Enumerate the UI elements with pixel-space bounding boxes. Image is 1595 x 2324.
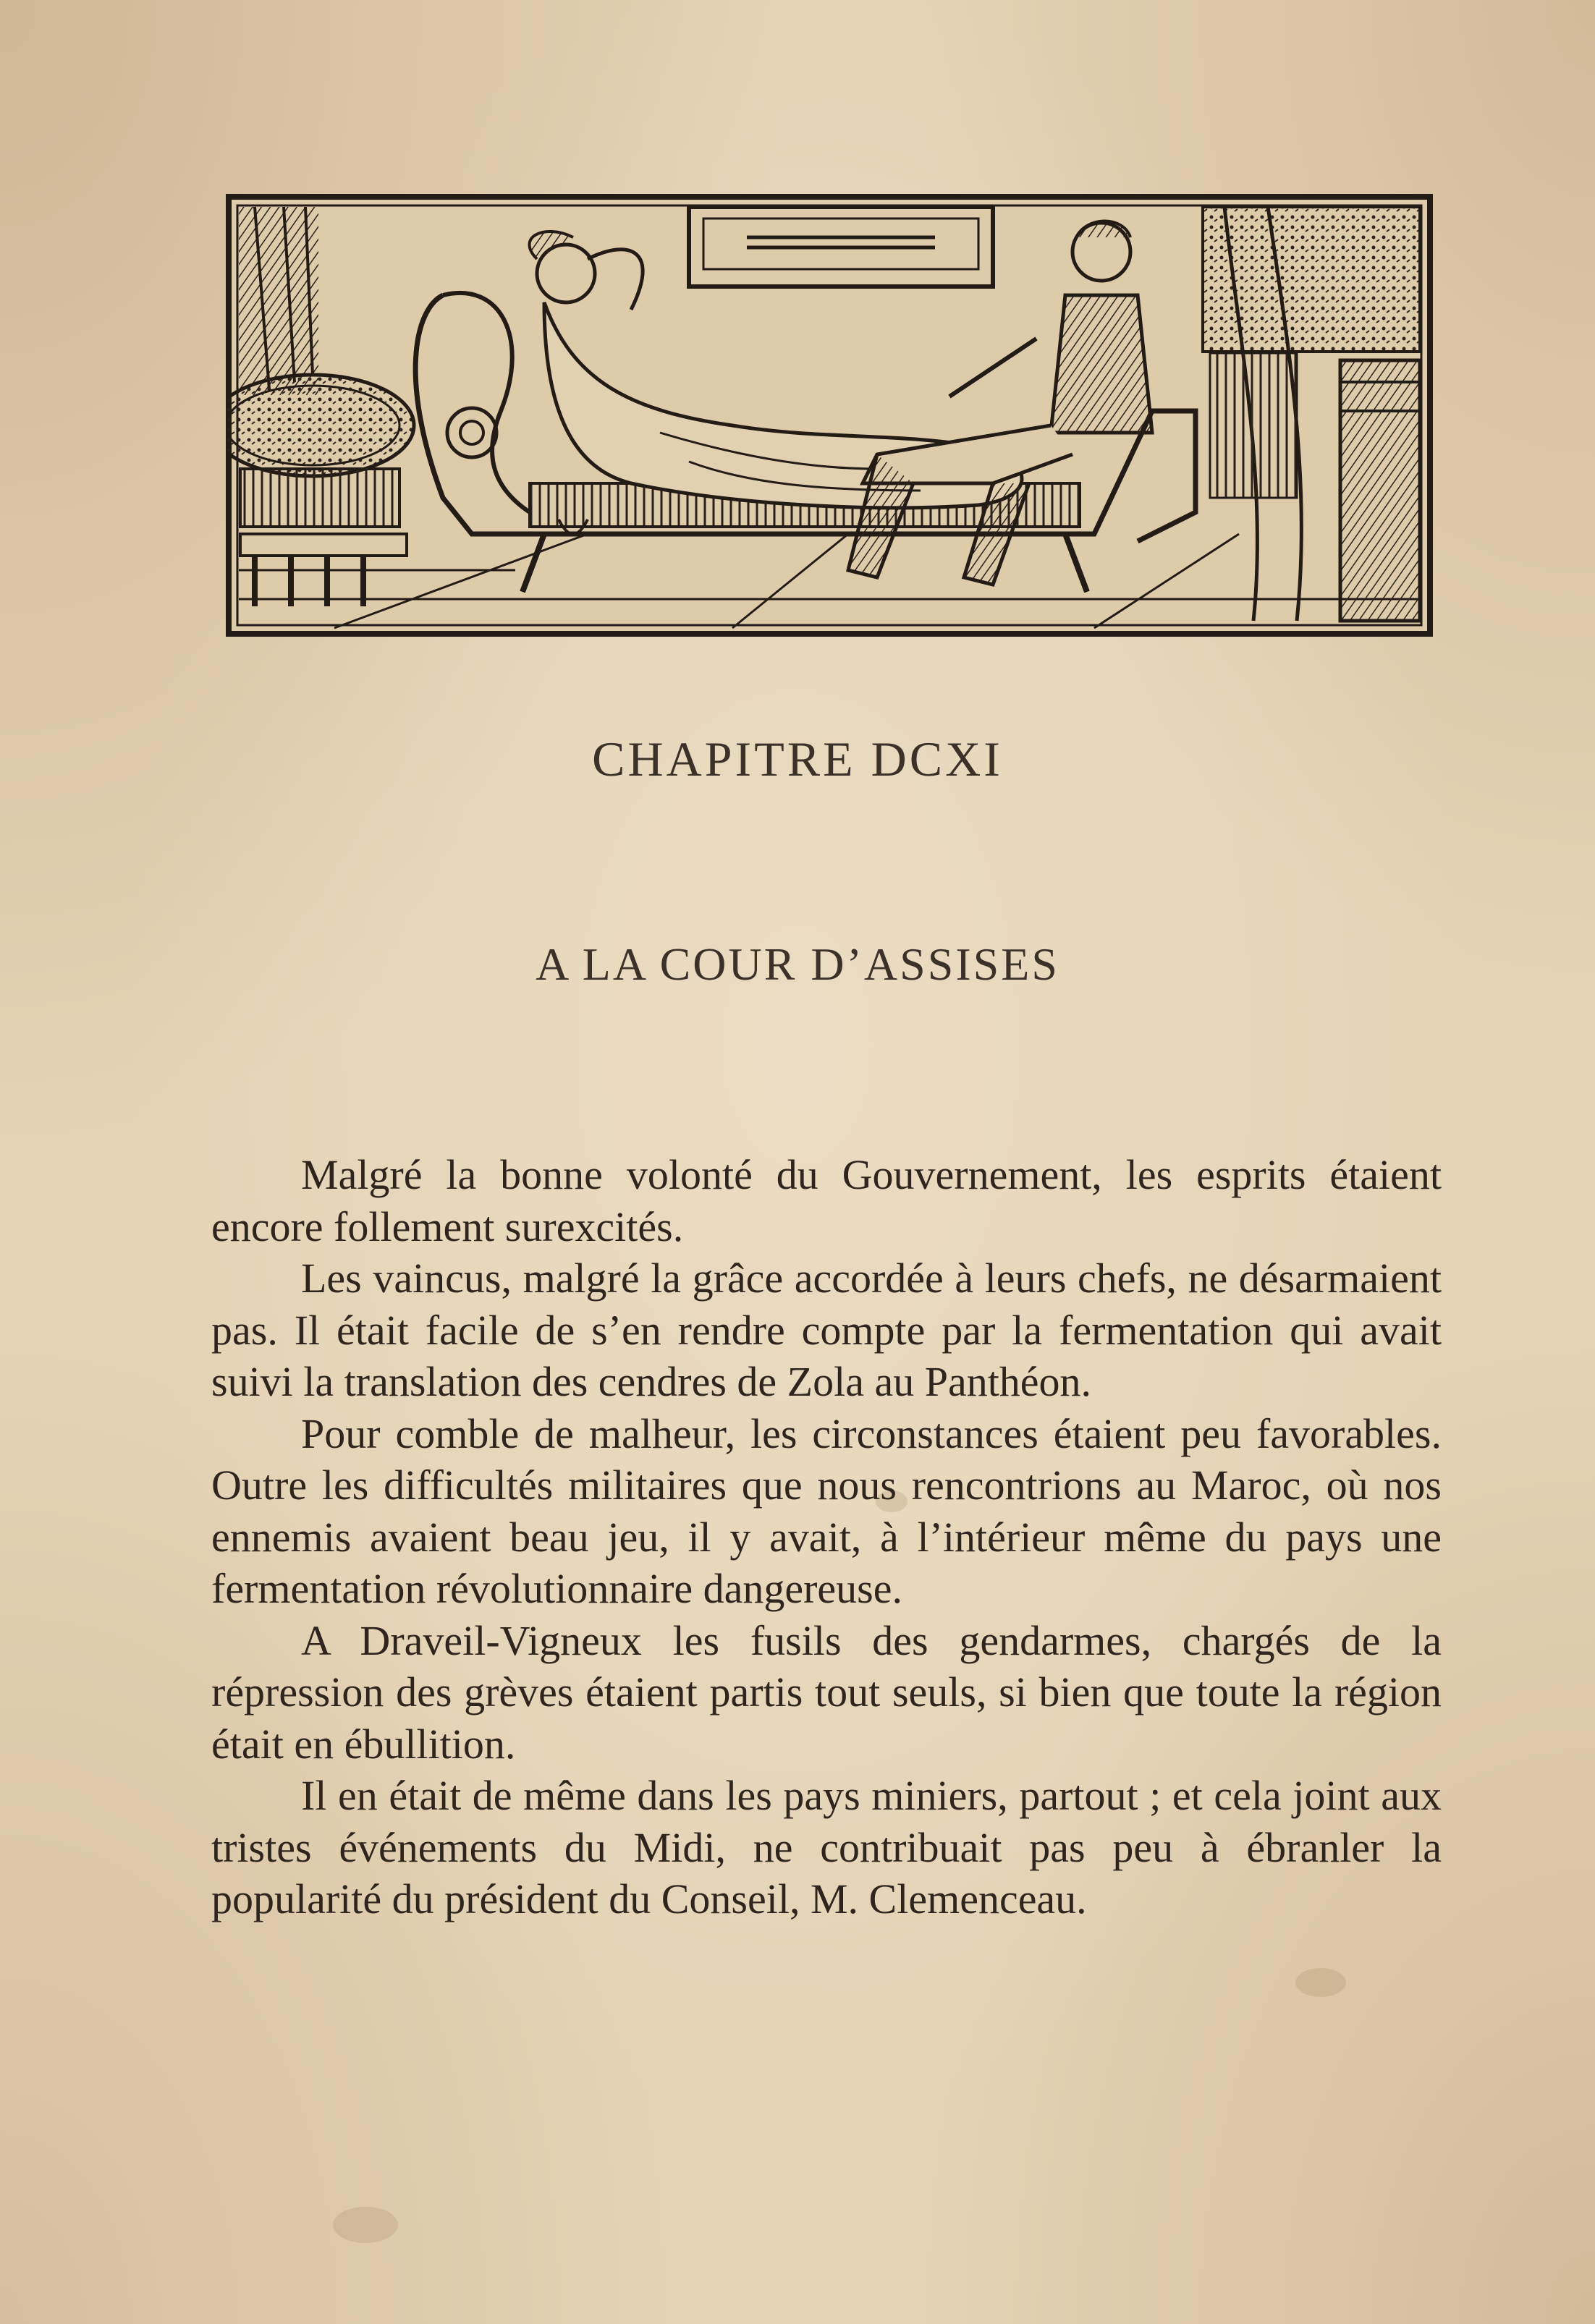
- chapter-title: CHAPITRE DCXI: [592, 731, 1003, 786]
- left-curtain: [239, 207, 318, 395]
- paragraph: A Draveil-Vigneux les fusils des gendarmes, chargés de la répression des grèves étaient partis tout seuls, si bien que toute la région était en ébullition.: [211, 1616, 1442, 1768]
- paragraph: Les vaincus, malgré la grâce accordée à leurs chefs, ne désarmaient pas. Il était facile de s’en rendre compte par la fermentation qui avait suivi la translation des cendres de Zola au Panthéon.: [211, 1255, 1442, 1405]
- engraving-illustration: [226, 194, 1433, 637]
- paragraph: Il en était de même dans les pays miniers, partout ; et cela joint aux tristes événements du Midi, ne contribuait pas peu à ébranler la popularité du président du Conseil, M. Clemenceau.: [211, 1772, 1442, 1922]
- section-title: A LA COUR D’ASSISES: [536, 938, 1059, 990]
- body-text: [211, 1149, 1442, 1925]
- paper-stain: [1295, 1968, 1346, 1997]
- paragraph: Pour comble de malheur, les circonstances étaient peu favorables. Outre les difficultés militaires que nous rencontrions au Maroc, où nos ennemis avaient beau jeu, il y avait, à l’intérieur même du pays une fermentation révolutionnaire dangereuse.: [211, 1409, 1442, 1612]
- paragraph: Malgré la bonne volonté du Gouvernement, les esprits étaient encore follement surexcités.: [211, 1151, 1442, 1250]
- paper-stain: [333, 2207, 398, 2243]
